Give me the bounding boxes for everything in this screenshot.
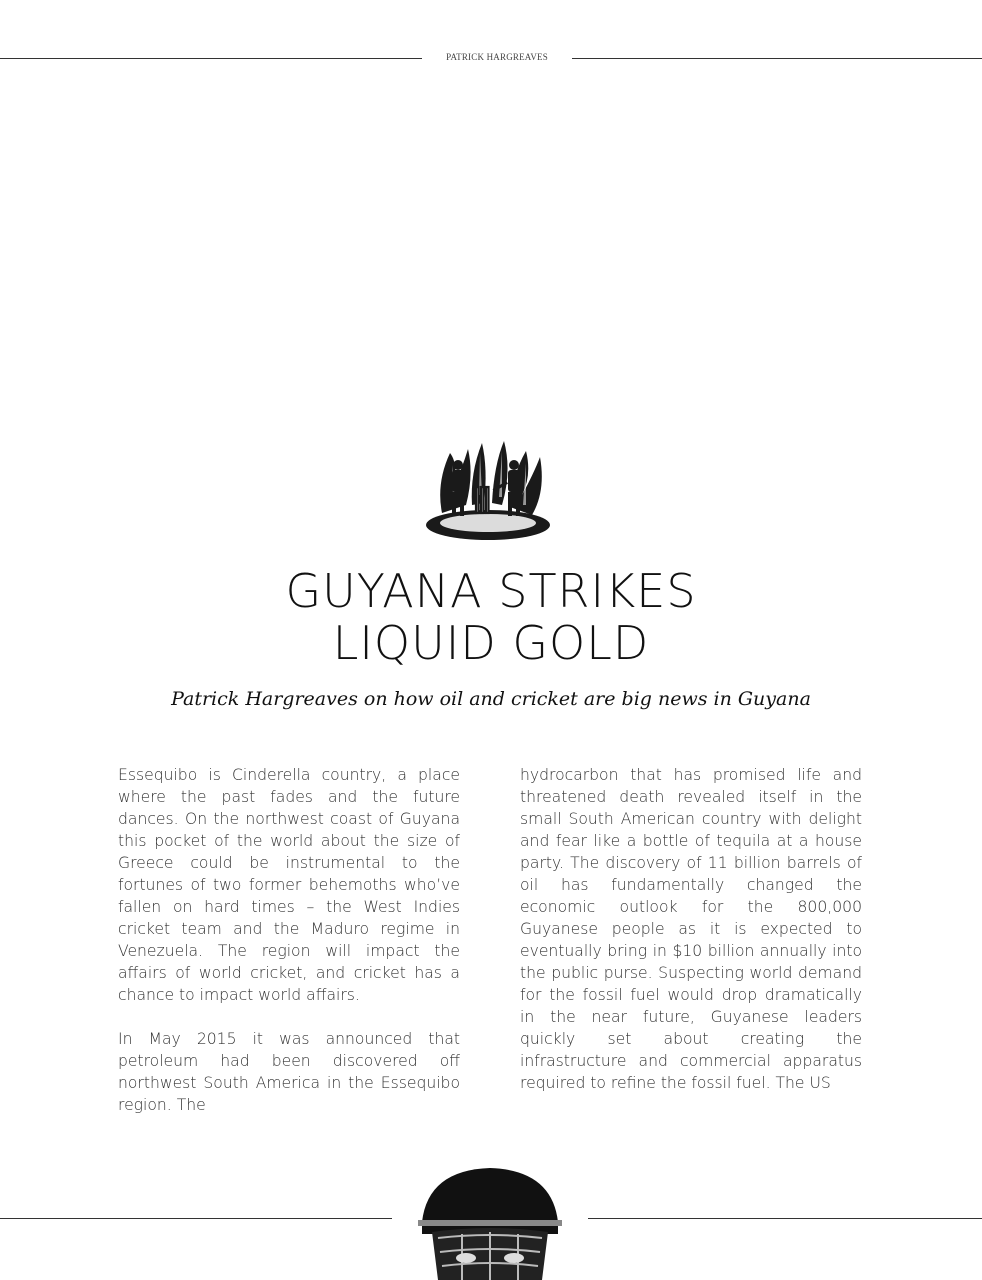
article-column-left [118,764,460,1138]
paragraph: Essequibo is Cinderella country, a place where the past fades and the future dances. On the northwest coast of Guyana this pocket of the world about the size of Greece could be instrumental to the fortunes of two former behemoths who’ve fallen on hard times – the West Indies cricket team and the Maduro regime in Venezuela. The region will impact the affairs of world cricket, and cricket has a chance to impact world affairs. [118,766,460,1004]
headline-line-1: GUYANA STRIKES [285,564,697,618]
dek: Patrick Hargreaves on how oil and cricket are big news in Guyana [171,688,811,710]
header-rule-left [0,58,422,59]
headline [0,565,982,669]
paragraph: In May 2015 it was announced that petroleum had been discovered off northwest South America in the Essequibo region. The [118,1030,460,1114]
cricket-woodcut-illustration [422,435,554,543]
running-head-author: PATRICK HARGREAVES [446,52,548,62]
header-rule-right [572,58,982,59]
headline-line-2: LIQUID GOLD [332,616,650,670]
article-column-right [520,764,862,1116]
running-head [0,52,982,62]
paragraph: hydrocarbon that has promised life and threatened death revealed itself in the small South American country with delight and fear like a bottle of tequila at a house party. The discovery of 11 billion barrels of oil has fundamentally changed the economic outlook for the 800,000 Guyanese people as it is expected to eventually bring in $10 billion annually into the public purse. Suspecting world demand for the fossil fuel would drop dramatically in the near future, Guyanese leaders quickly set about creating the infrastructure and commercial apparatus required to refine the fossil fuel. The US [520,766,862,1092]
cricketer-helmet-photo [392,1162,588,1280]
